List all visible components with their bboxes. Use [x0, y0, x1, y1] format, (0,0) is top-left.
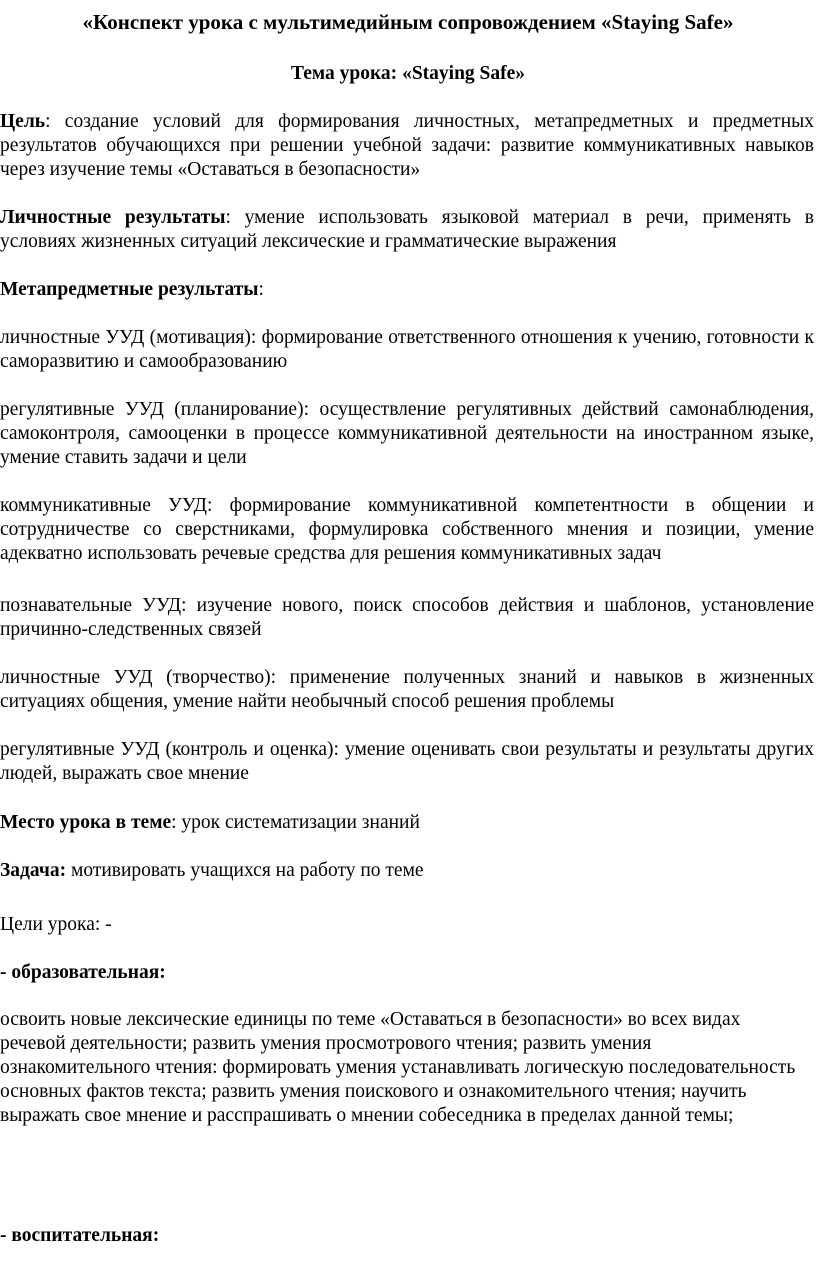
upbringing-heading-text: - воспитательная: — [0, 1225, 160, 1246]
lesson-topic-value: «Staying Safe» — [402, 63, 526, 84]
task-paragraph — [0, 859, 814, 883]
task-label: Задача: — [0, 860, 67, 881]
uud-item: регулятивные УУД (контроль и оценка): умение оценивать свои результаты и результаты других людей, выражать свое мнение — [0, 739, 814, 784]
personal-results-label: Личностные результаты — [0, 207, 226, 228]
meta-results-paragraph — [0, 278, 814, 302]
lesson-place-text: : урок систематизации знаний — [171, 812, 420, 833]
lesson-topic-label: Тема урока: — [290, 63, 398, 84]
document-title: «Конспект урока с мультимедийным сопровождением «Staying Safe» — [82, 10, 734, 34]
uud-item: регулятивные УУД (планирование): осуществление регулятивных действий самонаблюдения, самоконтроля, самооценки в процессе коммуникативной деятельности на иностранном языке, умение ставить задачи и цели — [0, 399, 814, 468]
lesson-topic — [0, 62, 816, 86]
personal-results-text: : умение использовать языковой материал в речи, применять в условиях жизненных ситуаций лексические и грамматические выражения — [0, 207, 814, 252]
educational-heading-text: - образовательная: — [0, 962, 166, 983]
meta-results-text: : — [258, 279, 264, 300]
lesson-place-label: Место урока в теме — [0, 812, 172, 833]
goal-label: Цель — [0, 111, 46, 132]
upbringing-heading — [0, 1224, 814, 1248]
goal-text: : создание условий для формирования личностных, метапредметных и предметных результатов обучающихся при решении учебной задачи: развитие коммуникативных навыков через изучение темы «Оставаться в безопасности» — [0, 111, 814, 180]
uud-item: познавательные УУД: изучение нового, поиск способов действия и шаблонов, установление причинно-следственных связей — [0, 595, 814, 640]
uud-item: личностные УУД (мотивация): формирование ответственного отношения к учению, готовности к саморазвитию и самообразованию — [0, 327, 814, 372]
meta-results-label: Метапредметные результаты — [0, 279, 259, 300]
personal-results-paragraph — [0, 206, 814, 254]
lesson-place-paragraph — [0, 811, 814, 835]
educational-heading — [0, 961, 814, 985]
goal-paragraph — [0, 110, 814, 182]
uud-item: коммуникативные УУД: формирование коммуникативной компетентности в общении и сотрудничестве со сверстниками, формулировка собственного мнения и позиции, умение адекватно использовать речевые средства для решения коммуникативных задач — [0, 495, 814, 564]
task-text: мотивировать учащихся на работу по теме — [66, 860, 424, 881]
educational-text: освоить новые лексические единицы по теме «Оставаться в безопасности» во всех видах речевой деятельности; развить умения просмотрового чтения; развить умения ознакомительного чтения: формировать умения устанавливать логическую последовательность основных фактов текста; развить умения поискового и ознакомительного чтения; научить выражать свое мнение и расспрашивать о мнении собеседника в пределах данной темы; — [0, 1009, 796, 1126]
lesson-goals-line: Цели урока: - — [0, 914, 112, 935]
uud-item: личностные УУД (творчество): применение полученных знаний и навыков в жизненных ситуациях общения, умение найти необычный способ решения проблемы — [0, 667, 814, 712]
